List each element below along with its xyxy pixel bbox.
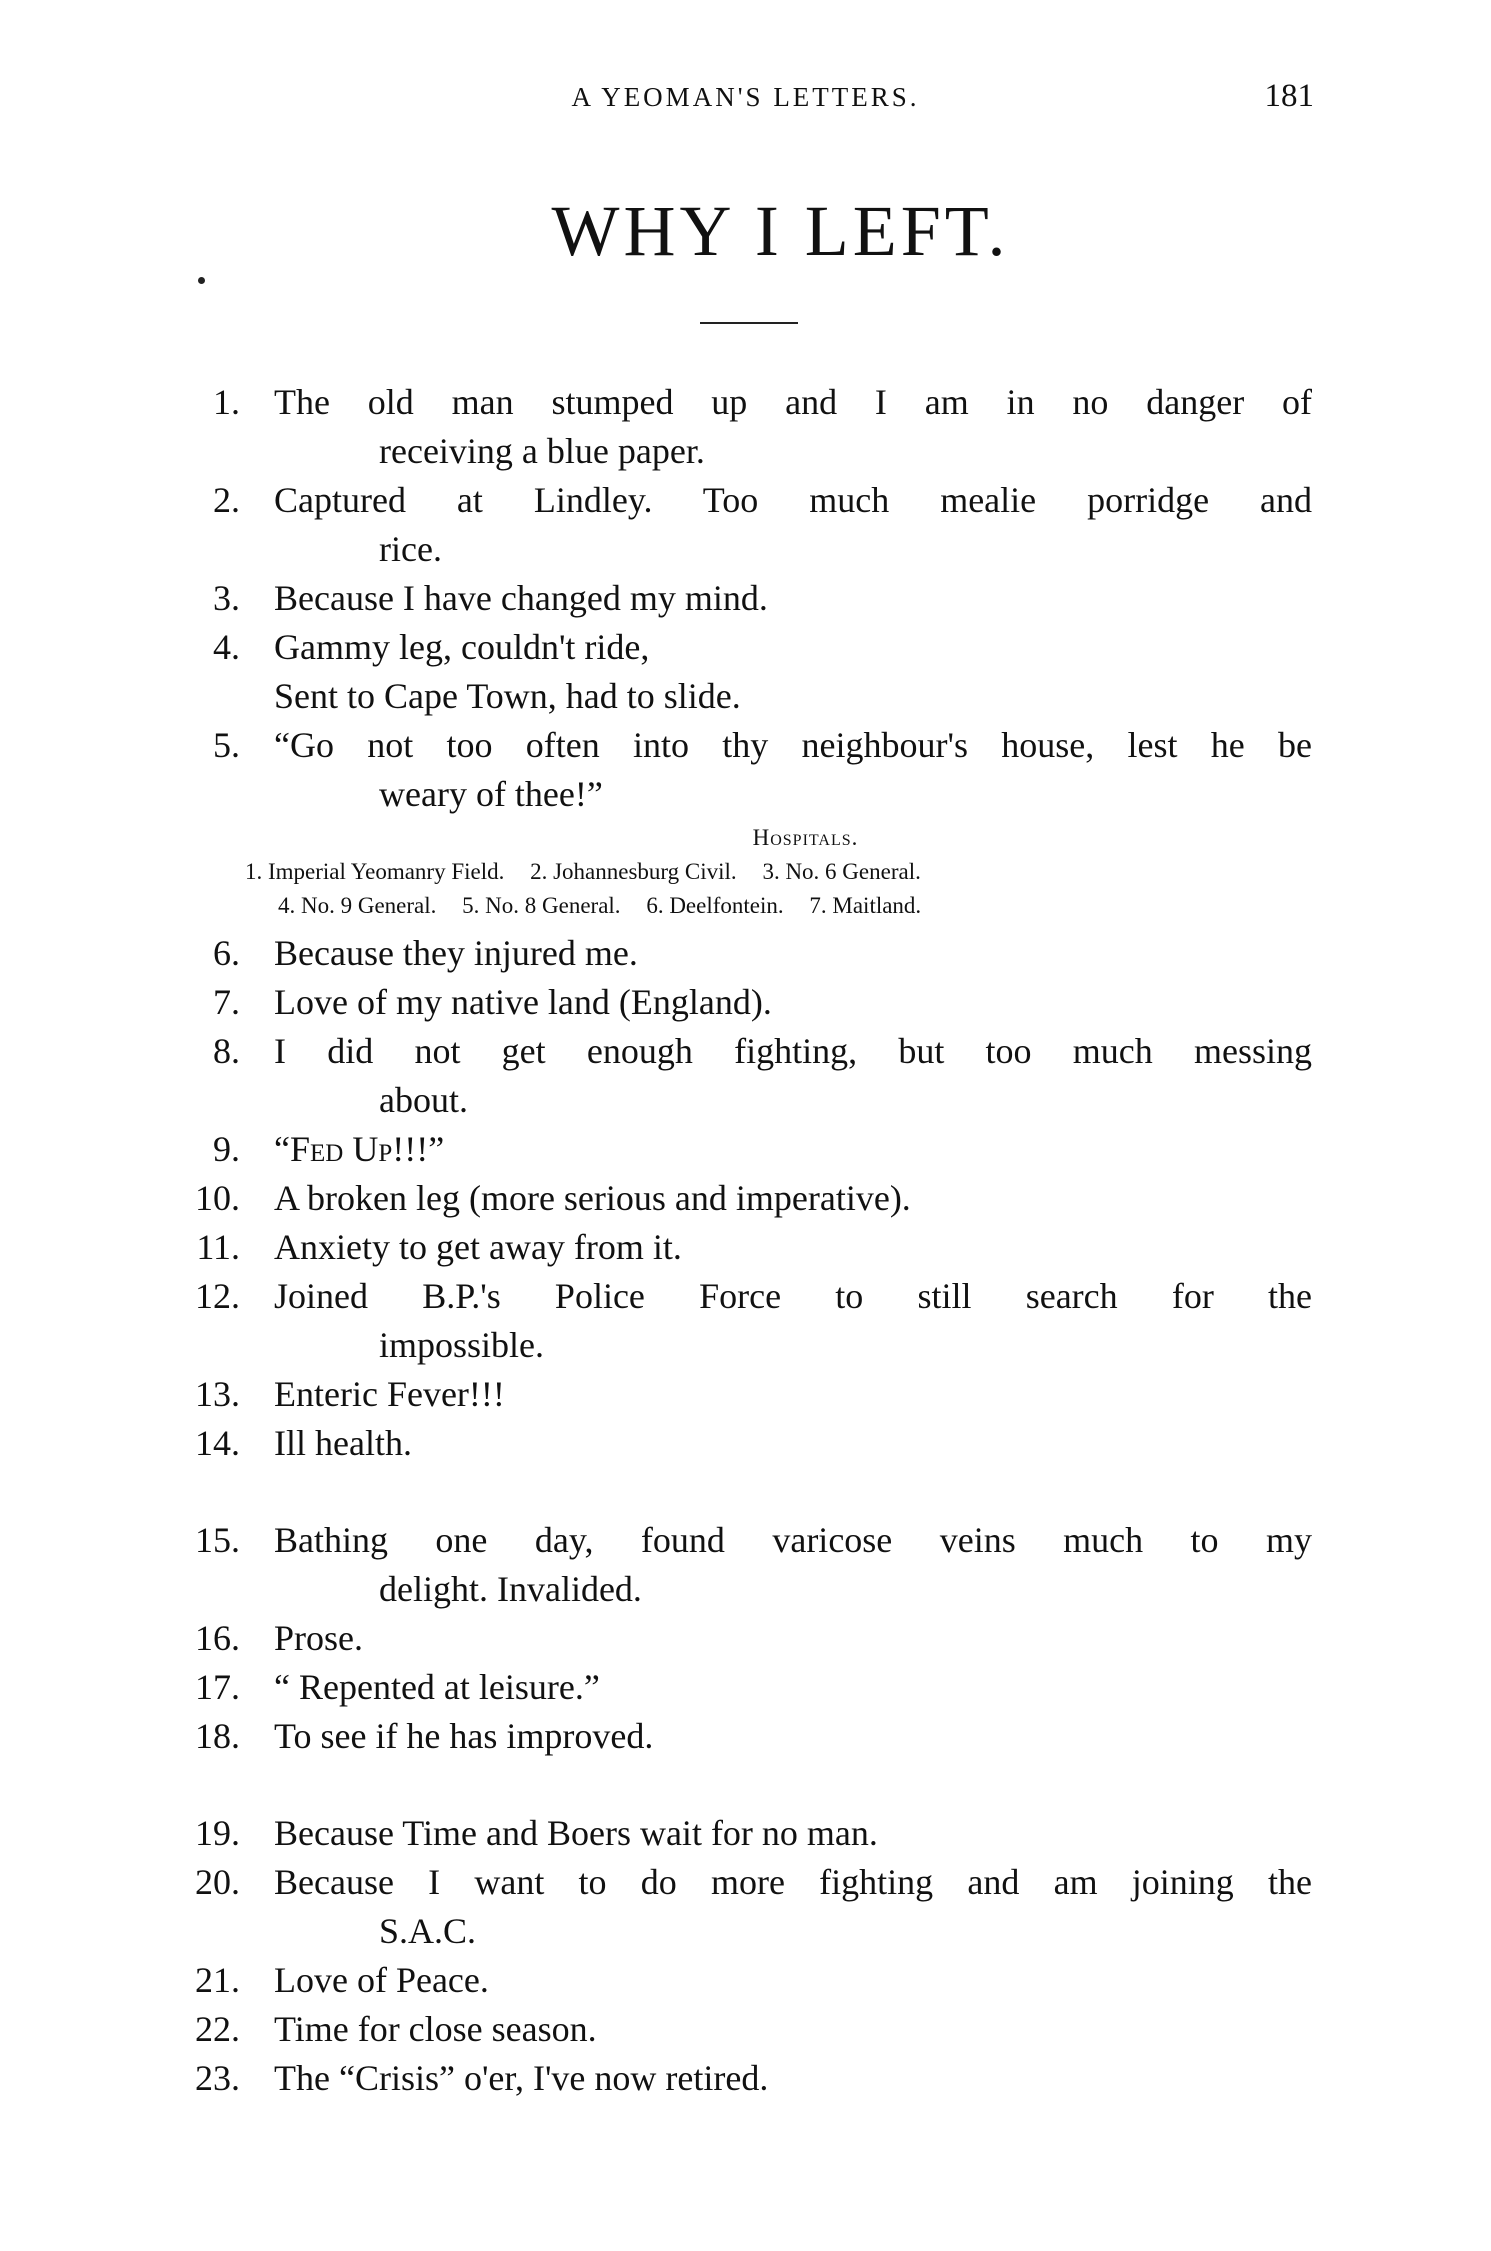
- hospital-entry: 5. No. 8 General.: [462, 893, 621, 918]
- list-item-22: [0, 2005, 1491, 2054]
- reasons-list: [0, 378, 1491, 2103]
- hospital-entry: 1. Imperial Yeomanry Field.: [245, 859, 505, 884]
- list-item-1: [0, 378, 1491, 476]
- item-text: Prose.: [274, 1618, 363, 1658]
- list-item-11: [0, 1223, 1491, 1272]
- list-item-20: [0, 1858, 1491, 1956]
- item-text: The “Crisis” o'er, I've now retired.: [274, 2058, 769, 2098]
- item-text: Enteric Fever!!!: [274, 1374, 505, 1414]
- item-number: 16.: [195, 1618, 240, 1658]
- item-text: Ill health.: [274, 1423, 412, 1463]
- item-text: Love of Peace.: [274, 1960, 489, 2000]
- item-text: Bathing one day, found varicose veins much to my: [274, 1520, 1312, 1560]
- item-text-continued: about.: [379, 1080, 468, 1120]
- item-number: 10.: [195, 1178, 240, 1218]
- list-item-15: [0, 1516, 1491, 1614]
- hospital-entry: 6. Deelfontein.: [646, 893, 784, 918]
- chapter-title: WHY I LEFT.: [551, 191, 1010, 271]
- list-item-19: [0, 1809, 1491, 1858]
- item-number: 13.: [195, 1374, 240, 1414]
- hospital-entry: 2. Johannesburg Civil.: [530, 859, 737, 884]
- hospital-entry: 3. No. 6 General.: [762, 859, 921, 884]
- list-item-18: [0, 1712, 1491, 1761]
- list-item-7: [0, 978, 1491, 1027]
- item-number: 1.: [213, 382, 240, 422]
- section-gap: [0, 1468, 1491, 1516]
- item-text: A broken leg (more serious and imperative).: [274, 1178, 911, 1218]
- list-item-21: [0, 1956, 1491, 2005]
- list-item-17: [0, 1663, 1491, 1712]
- item-number: 22.: [195, 2009, 240, 2049]
- list-item-9: [0, 1125, 1491, 1174]
- list-item-3: [0, 574, 1491, 623]
- item-number: 17.: [195, 1667, 240, 1707]
- item-number: 6.: [213, 933, 240, 973]
- item-text: Because I have changed my mind.: [274, 578, 768, 618]
- item-text: “ Repented at leisure.”: [274, 1667, 600, 1707]
- item-number: 15.: [195, 1520, 240, 1560]
- title-rule: [700, 322, 798, 324]
- item-number: 5.: [213, 725, 240, 765]
- hospital-entry: 7. Maitland.: [809, 893, 922, 918]
- hospitals-note: [0, 821, 1491, 923]
- hospitals-line-1: [0, 855, 1491, 889]
- item-number: 18.: [195, 1716, 240, 1756]
- hospitals-title: Hospitals.: [752, 825, 859, 850]
- item-text: Joined B.P.'s Police Force to still search for the: [274, 1276, 1312, 1316]
- ink-speck: [198, 277, 205, 284]
- item-text: Captured at Lindley. Too much mealie porridge and: [274, 480, 1312, 520]
- item-number: 20.: [195, 1862, 240, 1902]
- item-text: Love of my native land (England).: [274, 982, 772, 1022]
- list-item-16: [0, 1614, 1491, 1663]
- item-text: “Go not too often into thy neighbour's house, lest he be: [274, 725, 1312, 765]
- item-text: I did not get enough fighting, but too much messing: [274, 1031, 1312, 1071]
- item-text: Time for close season.: [274, 2009, 597, 2049]
- hospital-entry: 4. No. 9 General.: [278, 893, 437, 918]
- item-text-continued: S.A.C.: [379, 1911, 477, 1951]
- running-title: A YEOMAN'S LETTERS.: [571, 82, 920, 112]
- list-item-8: [0, 1027, 1491, 1125]
- item-number: 3.: [213, 578, 240, 618]
- item-text-continued: receiving a blue paper.: [379, 431, 705, 471]
- item-number: 12.: [195, 1276, 240, 1316]
- section-gap: [0, 1761, 1491, 1809]
- item-number: 14.: [195, 1423, 240, 1463]
- item-text-continued: delight. Invalided.: [379, 1569, 642, 1609]
- item-number: 19.: [195, 1813, 240, 1853]
- item-number: 23.: [195, 2058, 240, 2098]
- item-text: Because Time and Boers wait for no man.: [274, 1813, 878, 1853]
- item-text: To see if he has improved.: [274, 1716, 654, 1756]
- running-head: [0, 78, 1491, 118]
- list-item-5: [0, 721, 1491, 819]
- item-text: The old man stumped up and I am in no danger of: [274, 382, 1312, 422]
- list-item-13: [0, 1370, 1491, 1419]
- item-text-continued: impossible.: [379, 1325, 545, 1365]
- item-text: Anxiety to get away from it.: [274, 1227, 682, 1267]
- list-item-2: [0, 476, 1491, 574]
- item-text: Because they injured me.: [274, 933, 638, 973]
- item-number: 9.: [213, 1129, 240, 1169]
- list-item-12: [0, 1272, 1491, 1370]
- list-item-10: [0, 1174, 1491, 1223]
- hospitals-line-2: [0, 889, 1491, 923]
- list-item-23: [0, 2054, 1491, 2103]
- item-number: 11.: [196, 1227, 240, 1267]
- page-number: 181: [1264, 78, 1314, 114]
- item-text-continued: rice.: [379, 529, 442, 569]
- item-text: Because I want to do more fighting and am joining the: [274, 1862, 1312, 1902]
- list-item-14: [0, 1419, 1491, 1468]
- item-text-continued: Sent to Cape Town, had to slide.: [274, 676, 741, 716]
- item-number: 21.: [195, 1960, 240, 2000]
- item-number: 7.: [213, 982, 240, 1022]
- item-number: 8.: [213, 1031, 240, 1071]
- item-number: 2.: [213, 480, 240, 520]
- item-text: Gammy leg, couldn't ride,: [274, 627, 650, 667]
- list-item-4: [0, 623, 1491, 721]
- list-item-6: [0, 929, 1491, 978]
- item-number: 4.: [213, 627, 240, 667]
- item-text-continued: weary of thee!”: [379, 774, 603, 814]
- item-text: “Fed Up!!!”: [274, 1129, 445, 1169]
